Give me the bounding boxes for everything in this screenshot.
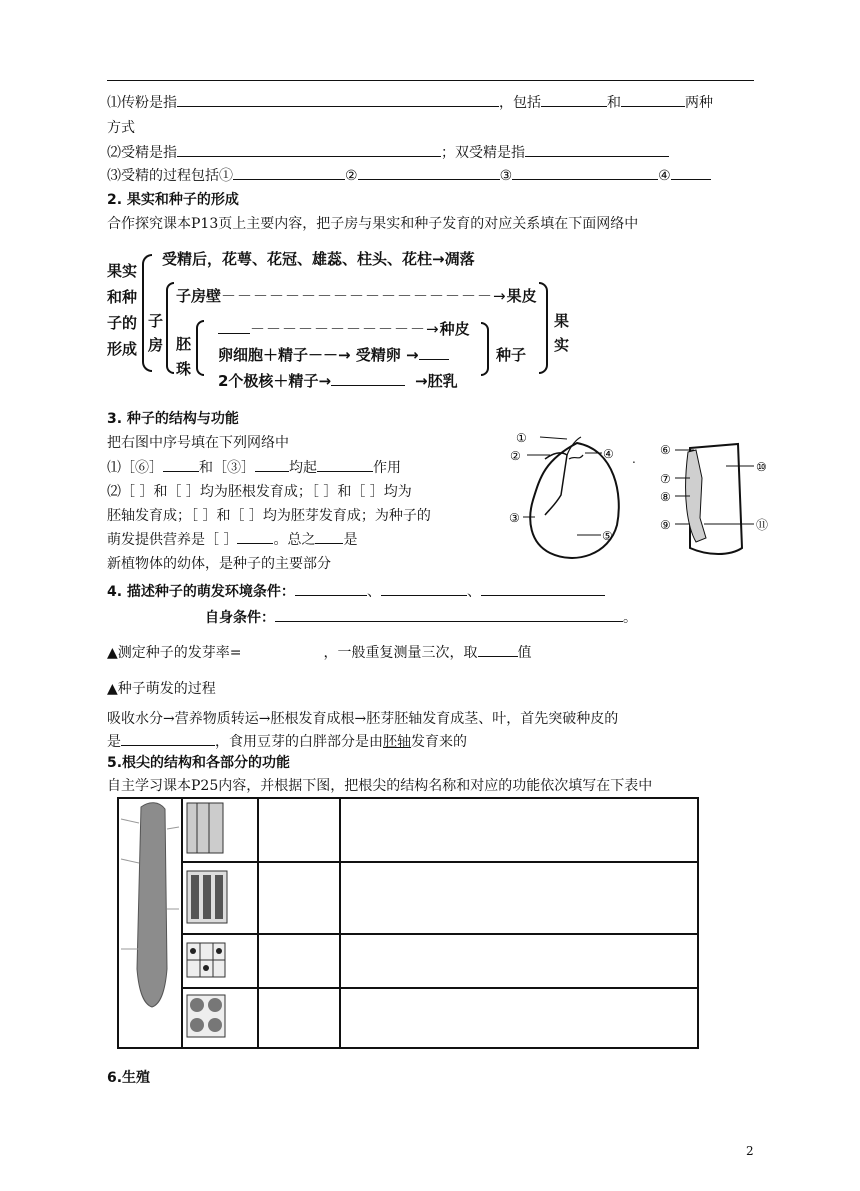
blank[interactable] [177,142,441,157]
cell-image-3 [182,934,258,988]
name-cell-2[interactable] [258,862,340,934]
page-number: 2 [746,1144,754,1158]
root-tip-image [119,799,181,1031]
row-seedcoat: －－－－－－－－－－－→种皮 [218,318,470,339]
blank[interactable] [315,529,343,544]
blank[interactable] [218,319,250,334]
wall-row: 子房壁－－－－－－－－－－－－－－－－－→果皮 [176,287,537,305]
cap-cells-icon [183,989,257,1043]
blank[interactable] [177,92,499,107]
blank[interactable] [295,581,367,596]
function-cell-2[interactable] [340,862,698,934]
diagram-fang: 房 [148,336,164,354]
q1-line2: ⑵受精是指 ；双受精是指 [107,142,669,162]
blank[interactable] [121,731,215,746]
q1-line1: ⑴传粉是指 ，包括 和 两种 [107,92,713,112]
sec4-conditions: 4. 描述种子的萌发环境条件： 、 、 [107,581,605,601]
name-cell-1[interactable] [258,798,340,862]
label-1: ① [516,431,527,445]
blank[interactable] [512,165,658,180]
blank[interactable] [358,165,500,180]
ovary-brace [166,282,174,374]
sec3-line1: ⑴［⑥］ 和［③］ 均起 作用 [107,457,401,477]
q1-line1b: 方式 [107,120,135,136]
blank[interactable] [481,581,605,596]
blank[interactable] [671,165,711,180]
diagram-pei: 胚 [176,335,192,353]
label-3: ③ [509,511,520,525]
blank[interactable] [233,165,345,180]
cell-image-1 [182,798,258,862]
blank[interactable] [381,581,467,596]
diagram-zi: 子 [148,312,164,330]
sec4-self: 自身条件： 。 [205,607,637,627]
section-2-title: 2. 果实和种子的形成 [107,192,239,208]
sec3-line5: 新植物体的幼体，是种子的主要部分 [107,556,331,572]
seed-brace [481,322,489,376]
bean-seed-figure [505,425,645,575]
blank[interactable] [478,642,518,657]
label-8: ⑧ [660,490,671,504]
section-2-intro: 合作探究课本P13页上主要内容，把子房与果实和种子发育的对应关系填在下面网络中 [107,216,639,232]
sec3-line2: ⑵［ ］和［ ］均为胚根发育成；［ ］和［ ］均为 [107,484,412,500]
fruit-brace [539,282,548,374]
dividing-cells-icon [183,935,257,983]
function-cell-4[interactable] [340,988,698,1048]
long-cells-icon [183,863,257,929]
blank[interactable] [255,457,289,472]
blank[interactable] [331,371,405,386]
label-7: ⑦ [660,472,671,486]
ovule-brace [196,320,204,376]
label-5: ⑤ [602,529,613,543]
label-4: ④ [603,447,614,461]
q1-line3: ⑶受精的过程包括① ② ③ ④ [107,165,711,185]
diagram-top-row: 受精后，花萼、花冠、雄蕊、柱头、花柱→凋落 [162,250,475,268]
blank[interactable] [419,345,449,360]
blank[interactable] [275,607,623,622]
row-zygote: 卵细胞＋精子－－→ 受精卵 → [218,344,449,365]
diagram-seed: 种子 [496,346,527,364]
name-cell-3[interactable] [258,934,340,988]
blank[interactable] [237,529,273,544]
name-cell-4[interactable] [258,988,340,1048]
section-3-title: 3. 种子的结构与功能 [107,411,239,427]
blank[interactable] [541,92,607,107]
section-3-intro: 把右图中序号填在下列网络中 [107,435,289,451]
corn-grain-figure [660,438,780,568]
blank[interactable] [163,457,199,472]
diagram-zhu: 珠 [176,360,192,378]
diagram-fruit2: 实 [554,336,570,354]
sec3-line4: 萌发提供营养是［ ］ 。总之 是 [107,529,357,549]
dot: . [632,452,636,466]
cell-image-2 [182,862,258,934]
header-rule [107,80,754,81]
blank[interactable] [621,92,685,107]
blank[interactable] [525,142,669,157]
diagram-fruit1: 果 [554,312,570,330]
process-title: ▲种子萌发的过程 [107,681,216,697]
blank[interactable] [317,457,373,472]
section-6-title: 6.生殖 [107,1070,151,1086]
label-11: ⑪ [756,518,769,532]
label-2: ② [510,449,521,463]
function-cell-1[interactable] [340,798,698,862]
diagram-left-label: 果实 和种 子的 形成 [107,262,138,358]
root-tip-table [117,797,699,1049]
label-9: ⑨ [660,518,671,532]
germination-rate: ▲测定种子的发芽率= ，一般重复测量三次，取 值 [107,642,532,662]
label-10: ⑩ [756,460,767,474]
label-6: ⑥ [660,443,671,457]
sec3-line3: 胚轴发育成；［ ］和［ ］均为胚芽发育成；为种子的 [107,508,431,524]
function-cell-3[interactable] [340,934,698,988]
cell-image-4 [182,988,258,1048]
root-tip-image-cell [118,798,182,1048]
section-5-intro: 自主学习课本P25内容，并根据下图，把根尖的结构名称和对应的功能依次填写在下表中 [107,778,653,794]
process-line1: 吸收水分→营养物质转运→胚根发育成根→胚芽胚轴发育成茎、叶，首先突破种皮的 [107,711,619,727]
row-endosperm: 2个极核＋精子→ →胚乳 [218,372,458,390]
elongation-cells-icon [183,799,257,857]
section-5-title: 5.根尖的结构和各部分的功能 [107,755,291,771]
process-line2: 是 ，食用豆芽的白胖部分是由胚轴发育来的 [107,731,467,751]
